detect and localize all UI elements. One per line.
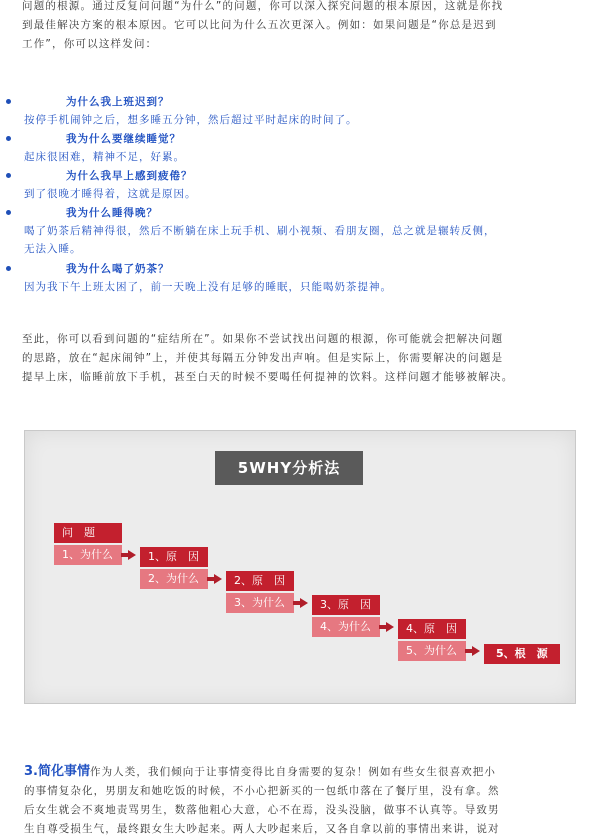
conclusion-line: 提早上床，临睡前放下手机，甚至白天的时候不要喝任何提神的饮料。这样问题才能够被解决。 (22, 371, 514, 383)
qa-item (24, 260, 589, 296)
arrow-icon (128, 550, 136, 560)
arrow-icon (300, 598, 308, 608)
qa-question: 为什么我早上感到疲倦？ (66, 170, 193, 182)
qa-question: 为什么我上班迟到？ (66, 96, 170, 108)
arrow-icon (472, 646, 480, 656)
qa-answer: 因为我下午上班太困了，前一天晚上没有足够的睡眠，只能喝奶茶提神。 (24, 281, 392, 293)
section-line: 的事情复杂化，男朋友和她吃饭的时候，不小心把新买的一包纸巾落在了餐厅里，没有拿。然 (24, 785, 500, 797)
bullet-icon (6, 266, 11, 271)
intro-line: 到最佳解决方案的根本原因。它可以比问为什么五次更深入。例如：如果问题是“你总是迟到 (22, 19, 497, 31)
section-line: 作为人类，我们倾向于让事情变得比自身需要的复杂！例如有些女生很喜欢把小 (89, 766, 496, 778)
five-why-figure (24, 430, 576, 704)
step-light-box: 4、为什么 (312, 617, 380, 637)
step-light-box: 5、为什么 (398, 641, 466, 661)
intro-paragraph (22, 0, 587, 54)
section-line: 后女生就会不爽地责骂男生，数落他粗心大意，心不在焉，没头没脑，做事不认真等。导致男 (24, 804, 500, 816)
conclusion-line: 至此，你可以看到问题的“症结所在”。如果你不尝试找出问题的根源，你可能就会把解决问题 (22, 333, 504, 345)
conclusion-paragraph (22, 330, 587, 387)
qa-answer: 起床很困难，精神不足，好累。 (24, 151, 185, 163)
qa-item (24, 130, 589, 166)
step-dark-box: 2、原 因 (226, 571, 294, 591)
arrow-icon (386, 622, 394, 632)
qa-item (24, 167, 589, 203)
section-simplify (24, 762, 584, 839)
bullet-icon (6, 210, 11, 215)
section-heading: 3.简化事情 (24, 764, 90, 779)
qa-question: 我为什么要继续睡觉？ (66, 133, 181, 145)
qa-question: 我为什么睡得晚？ (66, 207, 158, 219)
qa-item (24, 93, 589, 129)
bullet-icon (6, 99, 11, 104)
qa-question: 我为什么喝了奶茶？ (66, 263, 170, 275)
step-light-box: 1、为什么 (54, 545, 122, 565)
figure-title: 5WHY分析法 (215, 451, 363, 485)
step-dark-box: 3、原 因 (312, 595, 380, 615)
step-light-box: 3、为什么 (226, 593, 294, 613)
conclusion-line: 的思路，放在“起床闹钟”上，并使其每隔五分钟发出声响。但是实际上，你需要解决的问题是 (22, 352, 504, 364)
step-dark-box: 1、原 因 (140, 547, 208, 567)
qa-item (24, 204, 589, 258)
root-cause-box: 5、根 源 (484, 644, 560, 664)
step-dark-box: 问 题 (54, 523, 122, 543)
qa-answer: 到了很晚才睡得着，这就是原因。 (24, 188, 197, 200)
intro-line: 问题的根源。通过反复问问题“为什么”的问题，你可以深入探究问题的根本原因，这就是你找 (22, 0, 504, 12)
qa-answer: 喝了奶茶后精神得很，然后不断躺在床上玩手机、刷小视频、看朋友圈，总之就是辗转反侧， (24, 225, 496, 237)
qa-answer: 无法入睡。 (24, 243, 82, 255)
step-dark-box: 4、原 因 (398, 619, 466, 639)
bullet-icon (6, 136, 11, 141)
bullet-icon (6, 173, 11, 178)
step-light-box: 2、为什么 (140, 569, 208, 589)
qa-answer: 按停手机闹钟之后，想多睡五分钟，然后超过平时起床的时间了。 (24, 114, 358, 126)
intro-line: 工作”，你可以这样发问： (22, 38, 158, 50)
arrow-icon (214, 574, 222, 584)
section-line: 生自尊受损生气，最终跟女生大吵起来。两人大吵起来后，又各自拿以前的事情出来讲，说对 (24, 823, 500, 835)
